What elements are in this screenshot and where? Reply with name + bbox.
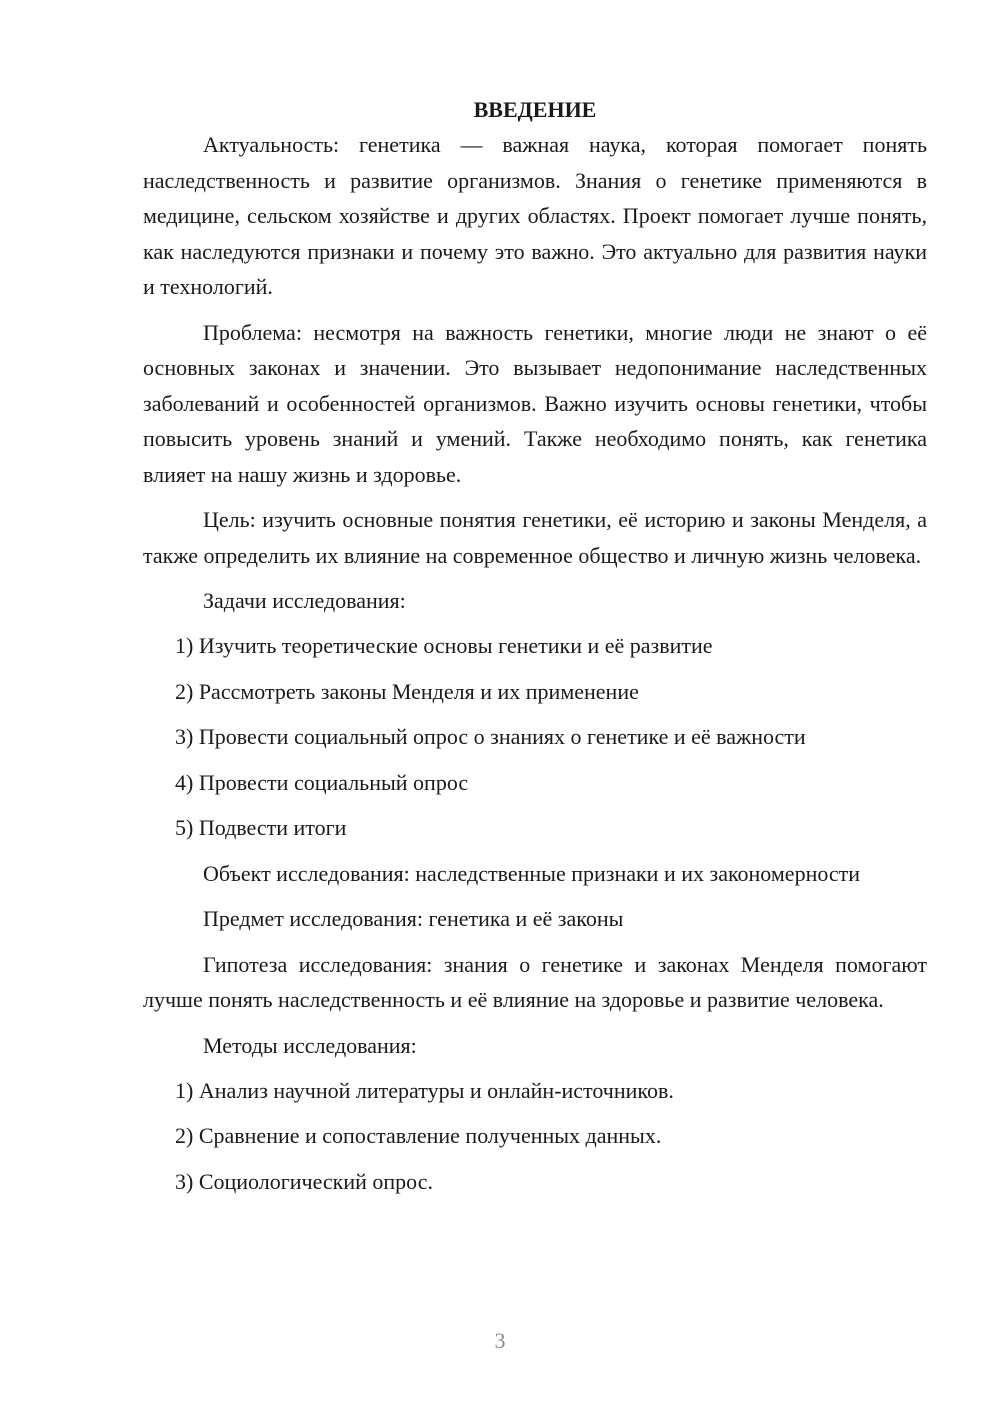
paragraph-object: Объект исследования: наследственные признаки и их закономерности (203, 860, 861, 886)
paragraph-hypothesis: Гипотеза исследования: знания о генетике и законах Менделя помогают лучше понять наследственность и её влияние на здоровье и развитие человека. (143, 951, 927, 1012)
tasks-list (143, 628, 927, 856)
paragraph-relevance: Актуальность: генетика — важная наука, которая помогает понять наследственность и развитие организмов. Знания о генетике применяются в медицине, сельском хозяйстве и других областях. Проект помогает лучше понять, как наследуются признаки и почему это важно. Это актуально для развития науки и технологий. (143, 132, 927, 299)
task-item: 4) Провести социальный опрос (175, 769, 469, 795)
task-item: 5) Подвести итоги (175, 815, 347, 840)
method-item: 1) Анализ научной литературы и онлайн-источников. (175, 1077, 674, 1103)
paragraph-goal: Цель: изучить основные понятия генетики, её историю и законы Менделя, а также определить их влияние на современное общество и личную жизнь человека. (143, 507, 927, 568)
page-number: 3 (494, 1328, 506, 1353)
document-page (143, 92, 927, 1209)
task-item: 2) Рассмотреть законы Менделя и их применение (175, 678, 639, 704)
methods-list (143, 1073, 927, 1210)
paragraph-subject: Предмет исследования: генетика и её законы (203, 906, 624, 931)
section-title: ВВЕДЕНИЕ (473, 97, 597, 122)
task-item: 3) Провести социальный опрос о знаниях о генетике и её важности (175, 724, 806, 749)
method-item: 3) Социологический опрос. (175, 1168, 433, 1194)
paragraph-problem: Проблема: несмотря на важность генетики, многие люди не знают о её основных законах и значении. Это вызывает недопонимание наследственных заболеваний и особенностей организмов. Важно изучить основы генетики, чтобы повысить уровень знаний и умений. Также необходимо понять, как генетика влияет на нашу жизнь и здоровье. (143, 319, 927, 487)
method-item: 2) Сравнение и сопоставление полученных данных. (175, 1123, 662, 1148)
tasks-heading: Задачи исследования: (203, 588, 406, 613)
methods-heading: Методы исследования: (203, 1032, 417, 1058)
task-item: 1) Изучить теоретические основы генетики и её развитие (175, 633, 713, 658)
